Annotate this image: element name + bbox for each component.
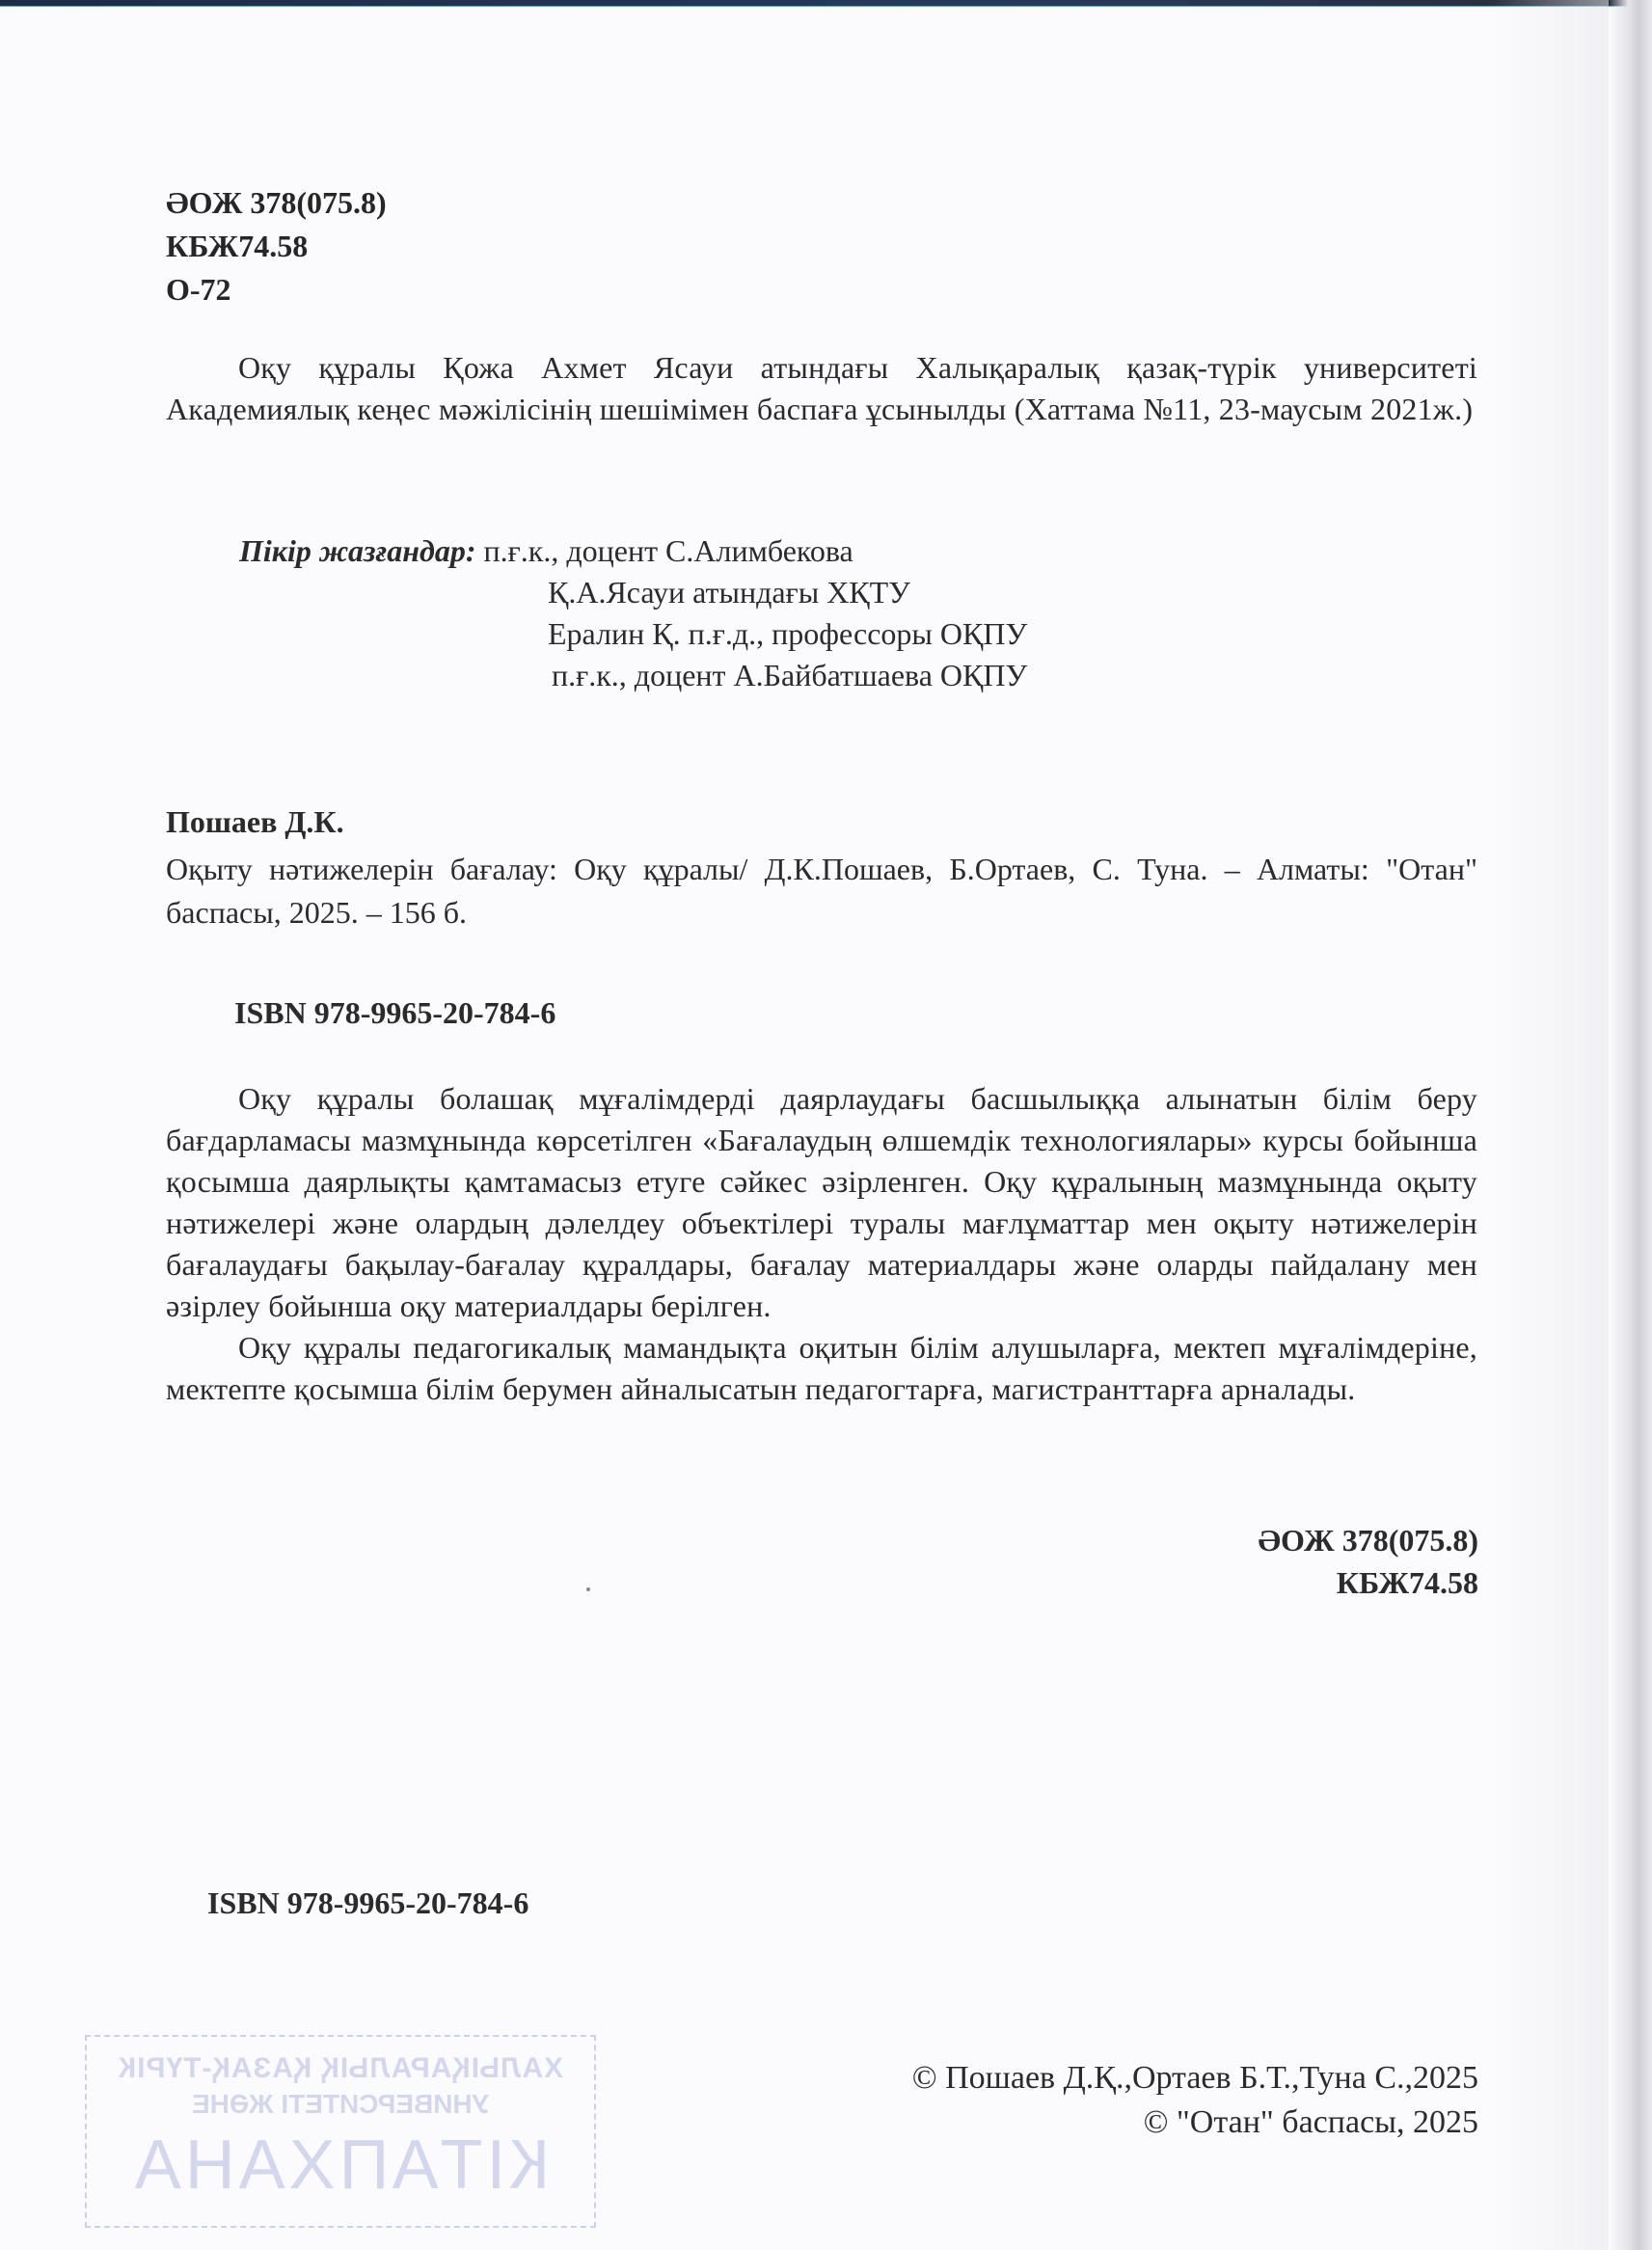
copyright-authors: © Пошаев Д.Қ.,Ортаев Б.Т.,Туна С.,2025	[911, 2060, 1478, 2096]
classification-codes	[166, 181, 387, 312]
scan-speck	[586, 1587, 590, 1591]
lbc-code: КБЖ74.58	[1336, 1565, 1478, 1600]
isbn-bottom: ISBN 978-9965-20-784-6	[207, 1885, 529, 1920]
isbn-top: ISBN 978-9965-20-784-6	[234, 995, 556, 1030]
citation-text: Оқыту нәтижелерін бағалау: Оқу құралы/ Д.К.Пошаев, Б.Ортаев, С. Туна. – Алматы: "Отан" баспасы, 2025. – 156 б.	[166, 852, 1477, 930]
lbc-code: КБЖ74.58	[166, 229, 309, 263]
reviewer-line	[239, 530, 1027, 572]
copyright-block	[912, 2056, 1478, 2145]
udc-code: ӘОЖ 378(075.8)	[166, 185, 387, 220]
approval-statement: Оқу құралы Қожа Ахмет Ясауи атындағы Халықаралық қазақ-түрік университеті Академиялық кеңес мәжілісінің шешімімен баспаға ұсынылды (Хаттама №11, 23-маусым 2021ж.)	[166, 350, 1477, 426]
stamp-line: УНИВЕРСИТЕТІ ЖӘНЕ	[192, 2089, 489, 2119]
author-mark: О-72	[166, 272, 231, 307]
page-curve-shading	[1493, 0, 1609, 2250]
reviewer-entry: Ералин Қ. п.ғ.д., профессоры ОҚПУ	[548, 616, 1028, 651]
library-stamp-bleedthrough	[85, 2035, 596, 2228]
reviewer-entry: Қ.А.Ясауи атындағы ХҚТУ	[548, 575, 910, 610]
annotation	[166, 1078, 1477, 1410]
annotation-paragraph: Оқу құралы педагогикалық мамандықта оқитын білім алушыларға, мектеп мұғалімдеріне, мектепте қосымша білім берумен айналысатын педагогтарға, магистранттарға арналады.	[166, 1330, 1477, 1406]
scan-top-edge	[0, 0, 1652, 7]
author-heading: Пошаев Д.К.	[166, 804, 344, 839]
reviewer-entry: п.ғ.к., доцент С.Алимбекова	[483, 533, 853, 568]
annotation-paragraph: Оқу құралы болашақ мұғалімдерді даярлаудағы басшылыққа алынатын білім беру бағдарламасы мазмұнында көрсетілген «Бағалаудың өлшемдік технологиялары» курсы бойынша қосымша даярлықты қамтамасыз етуге сәйкес әзірленген. Оқу құралының мазмұнында оқыту нәтижелері және олардың дәлелдеу объектілері туралы мағлұматтар мен оқыту нәтижелерін бағалаудағы бақылау-бағалау құралдары, бағалау материалдары және оларды пайдалану мен әзірлеу бойынша оқу материалдары берілген.	[166, 1081, 1477, 1323]
reviewers-block	[239, 530, 1027, 696]
bibliographic-record	[166, 800, 1477, 935]
udc-code: ӘОЖ 378(075.8)	[1258, 1523, 1478, 1558]
book-spine-shadow	[1609, 0, 1652, 2250]
reviewers-label: Пікір жазғандар:	[239, 533, 476, 568]
classification-codes-repeat	[1258, 1519, 1478, 1604]
copyright-publisher: © "Отан" баспасы, 2025	[1143, 2104, 1478, 2140]
stamp-line: ХАЛЫҚАРАЛЫҚ ҚАЗАҚ-ТҮРІК	[117, 2052, 564, 2084]
stamp-line: КІТАПХАНА	[130, 2127, 551, 2204]
reviewer-entry: п.ғ.к., доцент А.Байбатшаева ОҚПУ	[552, 658, 1028, 692]
